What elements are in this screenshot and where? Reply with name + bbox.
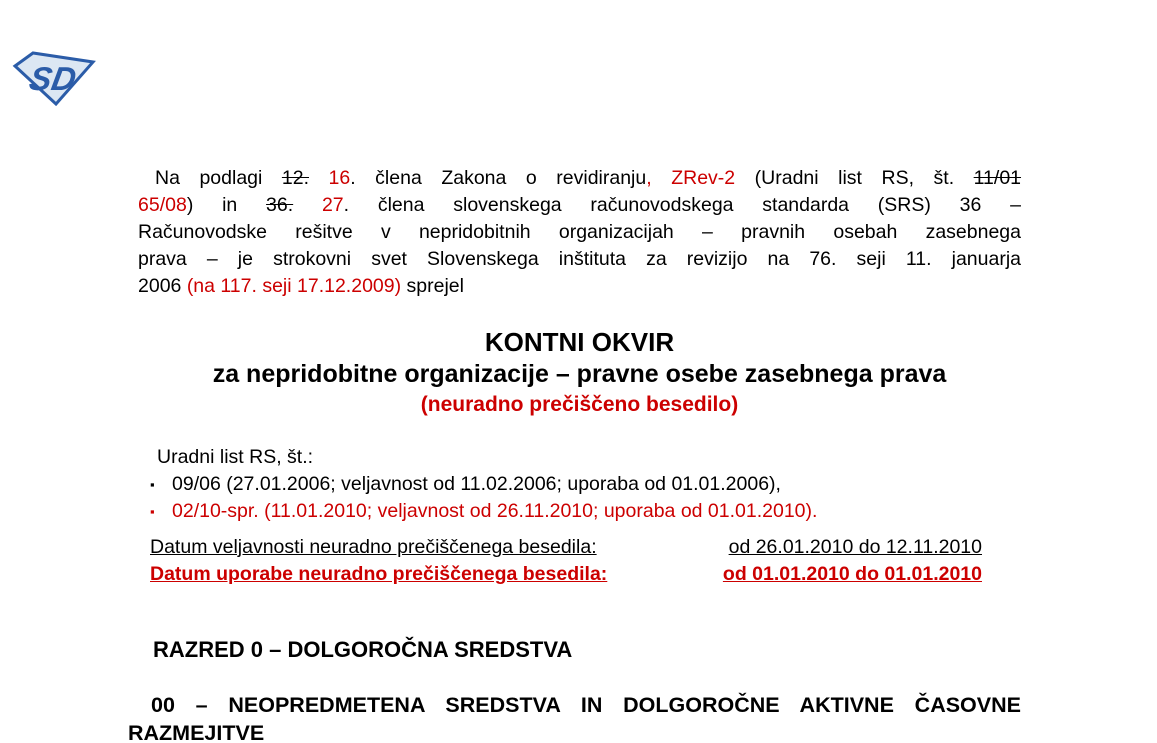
bullet-square-icon: ▪ bbox=[150, 504, 155, 519]
class-0-heading: RAZRED 0 – DOLGOROČNA SREDSTVA bbox=[153, 637, 573, 662]
text-run-del: 12. bbox=[281, 167, 309, 189]
institute-logo bbox=[12, 50, 96, 106]
logo-letters: SD bbox=[26, 61, 79, 98]
text-run-ins: , ZRev-2 bbox=[646, 167, 736, 189]
revision-note: (neuradno prečiščeno besedilo) bbox=[420, 393, 739, 416]
text-run-normal: sprejel bbox=[401, 275, 464, 297]
validity-value: od 01.01.2010 do 01.01.2010 bbox=[722, 563, 982, 585]
gazette-item-text: 09/06 (27.01.2006; veljavnost od 11.02.2006; uporaba od 01.01.2006), bbox=[172, 473, 781, 495]
validity-label: Datum uporabe neuradno prečiščenega besedila: bbox=[150, 563, 608, 585]
text-run-ins: 65/08 bbox=[138, 194, 187, 216]
validity-line bbox=[150, 534, 982, 561]
gazette-heading: Uradni list RS, št.: bbox=[157, 446, 314, 468]
document-subtitle: za nepridobitne organizacije – pravne osebe zasebnega prava bbox=[212, 360, 947, 388]
text-run-normal: prava – je strokovni svet Slovenskega inštituta za revizijo na 76. seji 11. januarja bbox=[138, 248, 1021, 270]
intro-line bbox=[138, 246, 1021, 273]
text-run-ins: 16 bbox=[328, 167, 351, 189]
text-run-normal: . člena Zakona o revidiranju bbox=[350, 167, 647, 189]
text-run-del: 11/01 bbox=[973, 167, 1022, 189]
document-title: KONTNI OKVIR bbox=[484, 327, 675, 357]
intro-line bbox=[138, 192, 1021, 219]
gazette-section bbox=[150, 444, 1021, 525]
text-run-ins: (na 117. seji 17.12.2009) bbox=[186, 275, 402, 297]
gazette-item-text: 02/10-spr. (11.01.2010; veljavnost od 26.11.2010; uporaba od 01.01.2010). bbox=[172, 500, 818, 522]
validity-section bbox=[150, 534, 982, 588]
intro-line bbox=[138, 165, 1021, 192]
text-run-normal: (Uradni list RS, št. bbox=[735, 167, 974, 189]
title-block bbox=[138, 327, 1021, 420]
text-run-ins: 27 bbox=[321, 194, 344, 216]
bullet-square-icon: ▪ bbox=[150, 477, 155, 492]
text-run-normal: . člena slovenskega računovodskega standarda (SRS) 36 – bbox=[343, 194, 1021, 216]
text-run-del: 36. bbox=[266, 194, 294, 216]
group-00-heading-line1: 00 – NEOPREDMETENA SREDSTVA IN DOLGOROČNE AKTIVNE ČASOVNE bbox=[151, 693, 1021, 717]
gazette-item bbox=[150, 471, 1021, 498]
group-00-heading bbox=[128, 691, 1021, 743]
text-run-normal bbox=[293, 194, 322, 216]
text-run-normal: ) in bbox=[186, 194, 267, 216]
validity-value: od 26.01.2010 do 12.11.2010 bbox=[728, 536, 982, 558]
intro-line bbox=[138, 273, 1021, 300]
intro-paragraph bbox=[138, 165, 1021, 300]
text-run-normal bbox=[309, 167, 329, 189]
text-run-normal: 2006 bbox=[138, 275, 187, 297]
gazette-item bbox=[150, 498, 1021, 525]
validity-line bbox=[150, 561, 982, 588]
text-run-normal: Računovodske rešitve v nepridobitnih organizacijah – pravnih osebah zasebnega bbox=[138, 221, 1021, 243]
validity-label: Datum veljavnosti neuradno prečiščenega besedila: bbox=[150, 536, 597, 558]
intro-line bbox=[138, 219, 1021, 246]
group-00-heading-line2: RAZMEJITVE bbox=[128, 721, 265, 743]
text-run-normal: Na podlagi bbox=[155, 167, 282, 189]
